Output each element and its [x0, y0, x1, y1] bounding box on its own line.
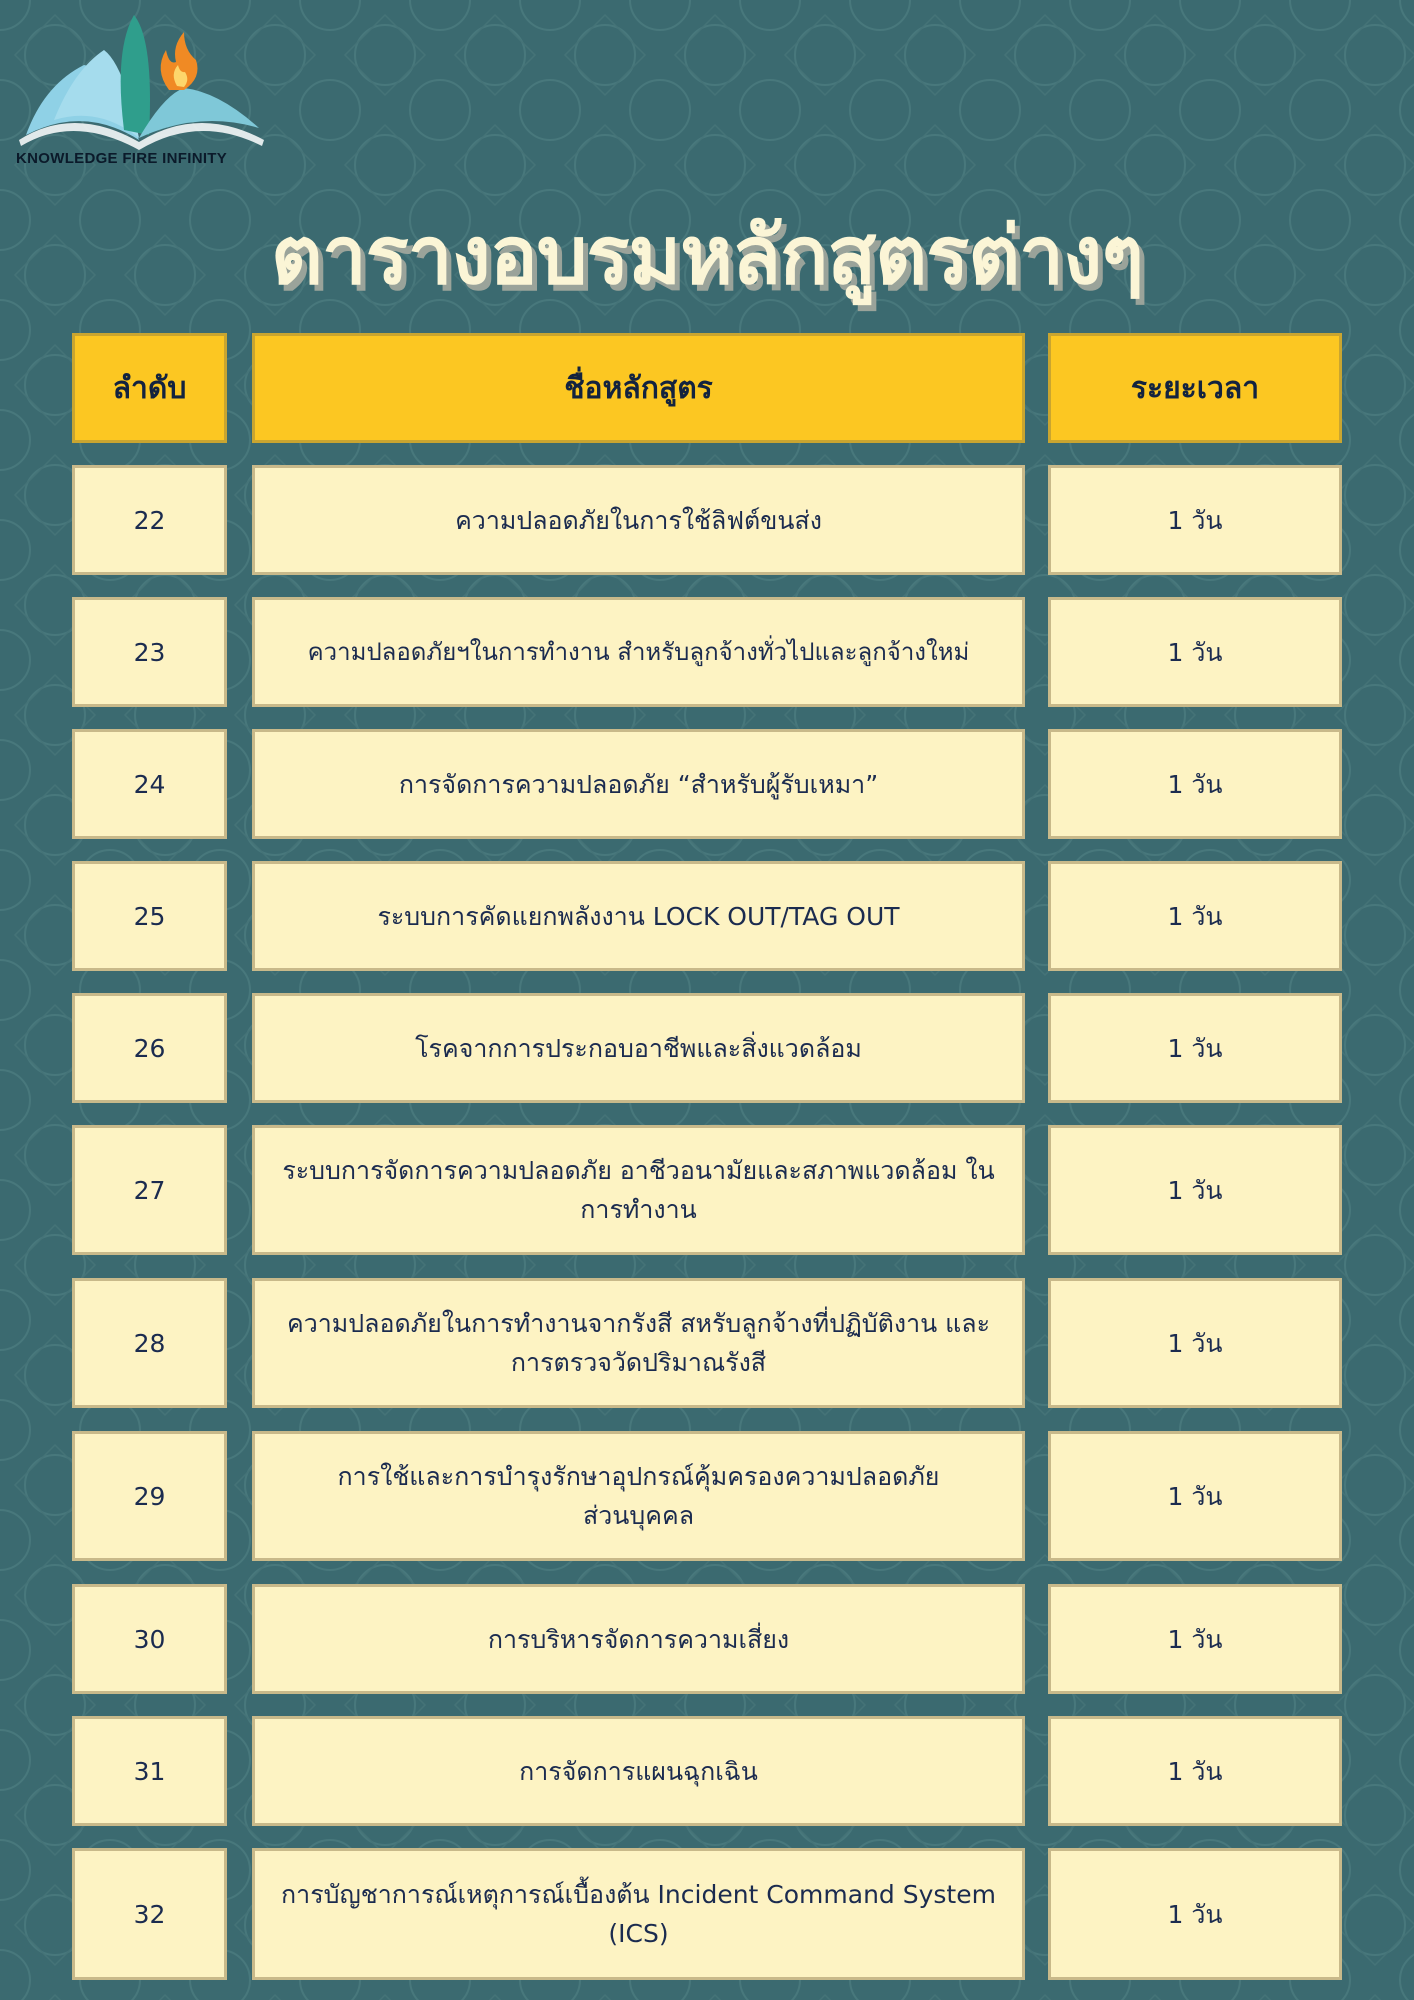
row-duration: 1 วัน — [1048, 1431, 1342, 1561]
header-duration: ระยะเวลา — [1048, 333, 1342, 443]
row-duration: 1 วัน — [1048, 1278, 1342, 1408]
row-duration: 1 วัน — [1048, 993, 1342, 1103]
row-course: การบัญชาการณ์เหตุการณ์เบื้องต้น Incident Command System (ICS) — [252, 1848, 1025, 1980]
row-number: 29 — [72, 1431, 227, 1561]
page-title: ตารางอบรมหลักสูตรต่างๆ — [270, 209, 1144, 302]
brand-name: KNOWLEDGE FIRE INFINITY — [16, 150, 228, 167]
row-course: ความปลอดภัยฯในการทำงาน สำหรับลูกจ้างทั่วไปและลูกจ้างใหม่ — [252, 597, 1025, 707]
row-course: ระบบการคัดแยกพลังงาน LOCK OUT/TAG OUT — [252, 861, 1025, 971]
row-duration: 1 วัน — [1048, 1848, 1342, 1980]
row-duration: 1 วัน — [1048, 861, 1342, 971]
header-course-name: ชื่อหลักสูตร — [252, 333, 1025, 443]
row-course: ความปลอดภัยในการใช้ลิฟต์ขนส่ง — [252, 465, 1025, 575]
row-course: โรคจากการประกอบอาชีพและสิ่งแวดล้อม — [252, 993, 1025, 1103]
row-duration: 1 วัน — [1048, 1584, 1342, 1694]
row-course: การใช้และการบำรุงรักษาอุปกรณ์คุ้มครองความปลอดภัย ส่วนบุคคล — [252, 1431, 1025, 1561]
row-number: 32 — [72, 1848, 227, 1980]
row-number: 27 — [72, 1125, 227, 1255]
row-number: 30 — [72, 1584, 227, 1694]
row-number: 26 — [72, 993, 227, 1103]
row-duration: 1 วัน — [1048, 465, 1342, 575]
row-number: 25 — [72, 861, 227, 971]
row-course: การจัดการความปลอดภัย “สำหรับผู้รับเหมา” — [252, 729, 1025, 839]
row-duration: 1 วัน — [1048, 1125, 1342, 1255]
row-course: ความปลอดภัยในการทำงานจากรังสี สหรับลูกจ้างที่ปฏิบัติงาน และการตรวจวัดปริมาณรังสี — [252, 1278, 1025, 1408]
row-course: การบริหารจัดการความเสี่ยง — [252, 1584, 1025, 1694]
row-duration: 1 วัน — [1048, 597, 1342, 707]
row-course: ระบบการจัดการความปลอดภัย อาชีวอนามัยและสภาพแวดล้อม ในการทำงาน — [252, 1125, 1025, 1255]
row-number: 24 — [72, 729, 227, 839]
row-course: การจัดการแผนฉุกเฉิน — [252, 1716, 1025, 1826]
row-number: 23 — [72, 597, 227, 707]
row-duration: 1 วัน — [1048, 1716, 1342, 1826]
row-number: 22 — [72, 465, 227, 575]
row-duration: 1 วัน — [1048, 729, 1342, 839]
row-number: 31 — [72, 1716, 227, 1826]
row-number: 28 — [72, 1278, 227, 1408]
header-number: ลำดับ — [72, 333, 227, 443]
